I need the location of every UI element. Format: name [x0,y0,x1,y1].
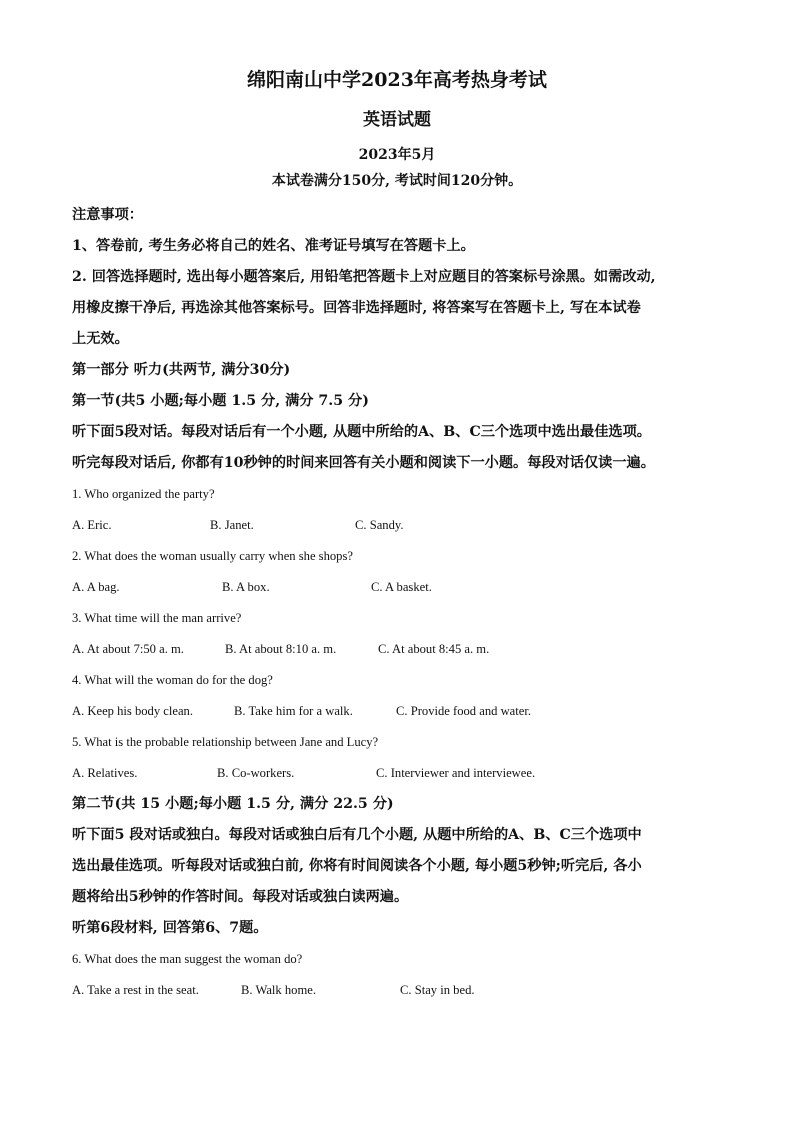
question-5-options [72,758,722,789]
question-6: 6. What does the man suggest the woman do? [72,952,303,966]
option-a: A. Relatives. [72,766,138,780]
option-b: B. Walk home. [241,983,317,997]
option-b: B. At about 8:10 a. m. [225,642,337,656]
exam-title: 绵阳南山中学2023年高考热身考试 [247,69,547,91]
section-1-instruction-line-1: 听下面5段对话。每段对话后有一个小题, 从题中所给的A、B、C三个选项中选出最佳选项。 [72,424,651,440]
question-4: 4. What will the woman do for the dog? [72,673,273,687]
notice-item-2-line-2: 用橡皮擦干净后, 再选涂其他答案标号。回答非选择题时, 将答案写在答题卡上, 写在本试卷 [72,300,641,316]
section-1-instruction-line-2: 听完每段对话后, 你都有10秒钟的时间来回答有关小题和阅读下一小题。每段对话仅读一遍。 [72,455,655,471]
question-2-options [72,572,722,603]
part-1-heading: 第一部分 听力(共两节, 满分30分) [72,362,291,378]
option-a: A. At about 7:50 a. m. [72,642,184,656]
question-1-options [72,510,722,541]
section-2-instruction-line-3: 题将给出5秒钟的作答时间。每段对话或独白读两遍。 [72,889,409,905]
question-2: 2. What does the woman usually carry when she shops? [72,549,353,563]
question-4-options [72,696,722,727]
notice-item-2-line-3: 上无效。 [72,331,129,347]
option-c: C. At about 8:45 a. m. [378,642,490,656]
section-1-heading: 第一节(共5 小题;每小题 1.5 分, 满分 7.5 分) [72,393,369,409]
section-2-instruction-line-2: 选出最佳选项。听每段对话或独白前, 你将有时间阅读各个小题, 每小题5秒钟;听完后, 各小 [72,858,642,874]
option-a: A. Eric. [72,518,112,532]
option-c: C. A basket. [371,580,432,594]
option-c: C. Interviewer and interviewee. [376,766,536,780]
question-6-options [72,975,722,1006]
section-2-instruction-line-1: 听下面5 段对话或独白。每段对话或独白后有几个小题, 从题中所给的A、B、C三个选项中 [72,827,642,843]
section-2-heading: 第二节(共 15 小题;每小题 1.5 分, 满分 22.5 分) [72,796,394,812]
notice-heading: 注意事项： [72,207,143,223]
notice-item-2-line-1: 2. 回答选择题时, 选出每小题答案后, 用铅笔把答题卡上对应题目的答案标号涂黑。如需改动, [72,269,656,285]
option-a: A. Keep his body clean. [72,704,194,718]
option-c: C. Sandy. [355,518,404,532]
option-b: B. A box. [222,580,270,594]
option-a: A. Take a rest in the seat. [72,983,199,997]
notice-item-1: 1、答卷前, 考生务必将自己的姓名、准考证号填写在答题卡上。 [72,238,475,254]
option-c: C. Stay in bed. [400,983,475,997]
option-a: A. A bag. [72,580,120,594]
exam-date: 2023年5月 [358,147,436,163]
option-b: B. Take him for a walk. [234,704,353,718]
question-1: 1. Who organized the party? [72,487,215,501]
material-6-heading: 听第6段材料, 回答第6、7题。 [72,920,268,936]
option-b: B. Janet. [210,518,254,532]
option-b: B. Co-workers. [217,766,295,780]
exam-subtitle: 英语试题 [363,110,431,130]
question-3: 3. What time will the man arrive? [72,611,242,625]
question-5: 5. What is the probable relationship between Jane and Lucy? [72,735,379,749]
exam-score-note: 本试卷满分150分, 考试时间120分钟。 [271,173,523,189]
option-c: C. Provide food and water. [396,704,532,718]
question-3-options [72,634,722,665]
